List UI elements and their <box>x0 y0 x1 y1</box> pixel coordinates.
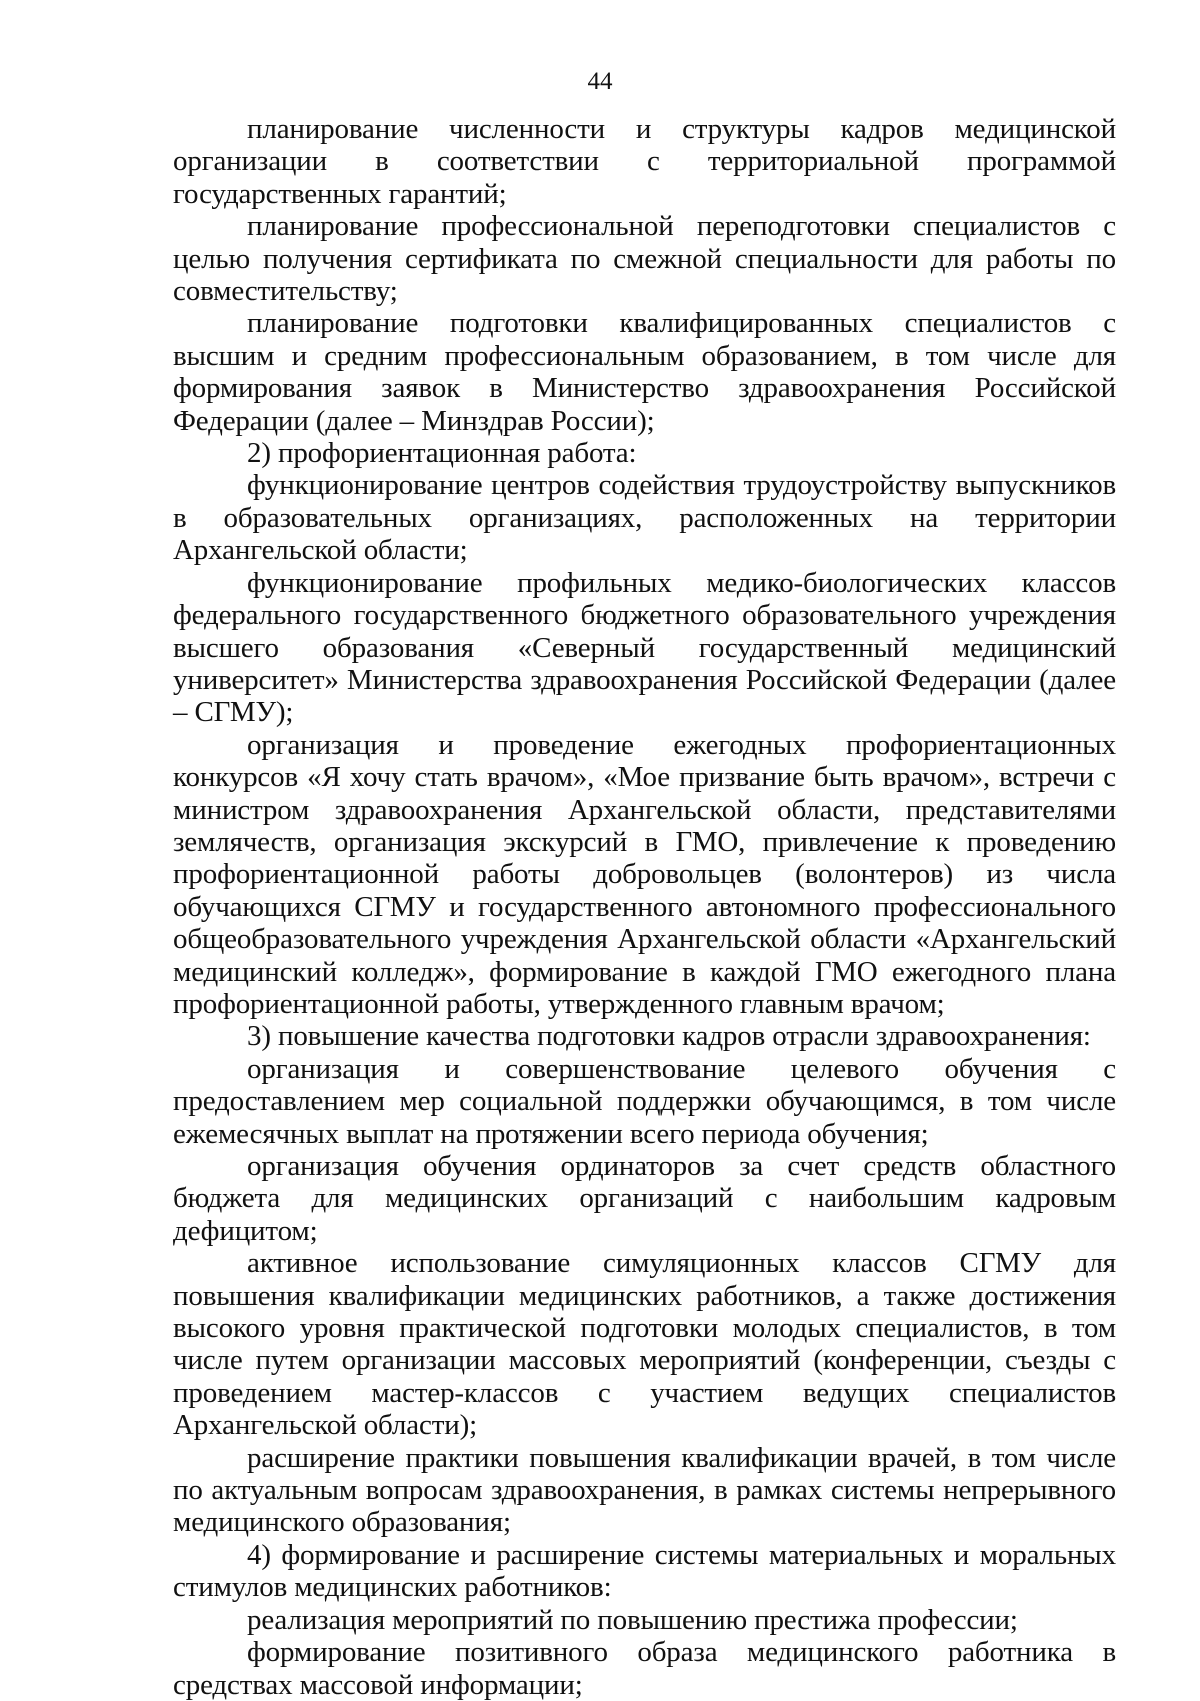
paragraph-contests-and-events: организация и проведение ежегодных профориентационных конкурсов «Я хочу стать врачом», «Мое призвание быть врачом», встречи с министром здравоохранения Архангельской области, представителями землячеств, организация экскурсий в ГМО, привлечение к проведению профориентационной работы добровольцев (волонтеров) из числа обучающихся СГМУ и государственного автономного профессионального общеобразовательного учреждения Архангельской области «Архангельский медицинский колледж», формирование в каждой ГМО ежегодного плана профориентационной работы, утвержденного главным врачом; <box>173 728 1116 1020</box>
list-heading-incentives: 4) формирование и расширение системы материальных и моральных стимулов медицинских работников: <box>173 1538 1116 1604</box>
paragraph-specialist-training-planning: планирование подготовки квалифицированных специалистов с высшим и средним профессиональным образованием, в том числе для формирования заявок в Министерство здравоохранения Российской Федерации (далее – Минздрав России); <box>173 307 1116 437</box>
paragraph-employment-centers: функционирование центров содействия трудоустройству выпускников в образовательных организациях, расположенных на территории Архангельской области; <box>173 469 1116 567</box>
paragraph-continuing-education: расширение практики повышения квалификации врачей, в том числе по актуальным вопросам здравоохранения, в рамках системы непрерывного медицинского образования; <box>173 1441 1116 1539</box>
paragraph-prestige-measures: реализация мероприятий по повышению престижа профессии; <box>247 1603 1018 1636</box>
page-number: 44 <box>587 68 613 95</box>
paragraph-simulation-classes: активное использование симуляционных классов СГМУ для повышения квалификации медицинских работников, а также достижения высокого уровня практической подготовки молодых специалистов, в том числе путем организации массовых мероприятий (конференции, съезды с проведением мастер-классов с участием ведущих специалистов Архангельской области); <box>173 1247 1116 1442</box>
paragraph-media-image: формирование позитивного образа медицинского работника в средствах массовой информации; <box>173 1636 1116 1701</box>
paragraph-targeted-training: организация и совершенствование целевого обучения с предоставлением мер социальной поддержки обучающимся, в том числе ежемесячных выплат на протяжении всего периода обучения; <box>173 1052 1116 1150</box>
list-heading-training-quality: 3) повышение качества подготовки кадров отрасли здравоохранения: <box>247 1020 1091 1053</box>
list-heading-career-guidance: 2) профориентационная работа: <box>247 437 637 470</box>
paragraph-residency-training: организация обучения ординаторов за счет средств областного бюджета для медицинских организаций с наибольшим кадровым дефицитом; <box>173 1150 1116 1247</box>
body-text <box>173 113 1116 1701</box>
paragraph-retraining-planning: планирование профессиональной переподготовки специалистов с целью получения сертификата по смежной специальности для работы по совместительству; <box>173 210 1116 308</box>
paragraph-profile-classes: функционирование профильных медико-биологических классов федерального государственного бюджетного образовательного учреждения высшего образования «Северный государственный медицинский университет» Министерства здравоохранения Российской Федерации (далее – СГМУ); <box>173 566 1116 729</box>
paragraph-staff-planning: планирование численности и структуры кадров медицинской организации в соответствии с территориальной программой государственных гарантий; <box>173 113 1116 210</box>
